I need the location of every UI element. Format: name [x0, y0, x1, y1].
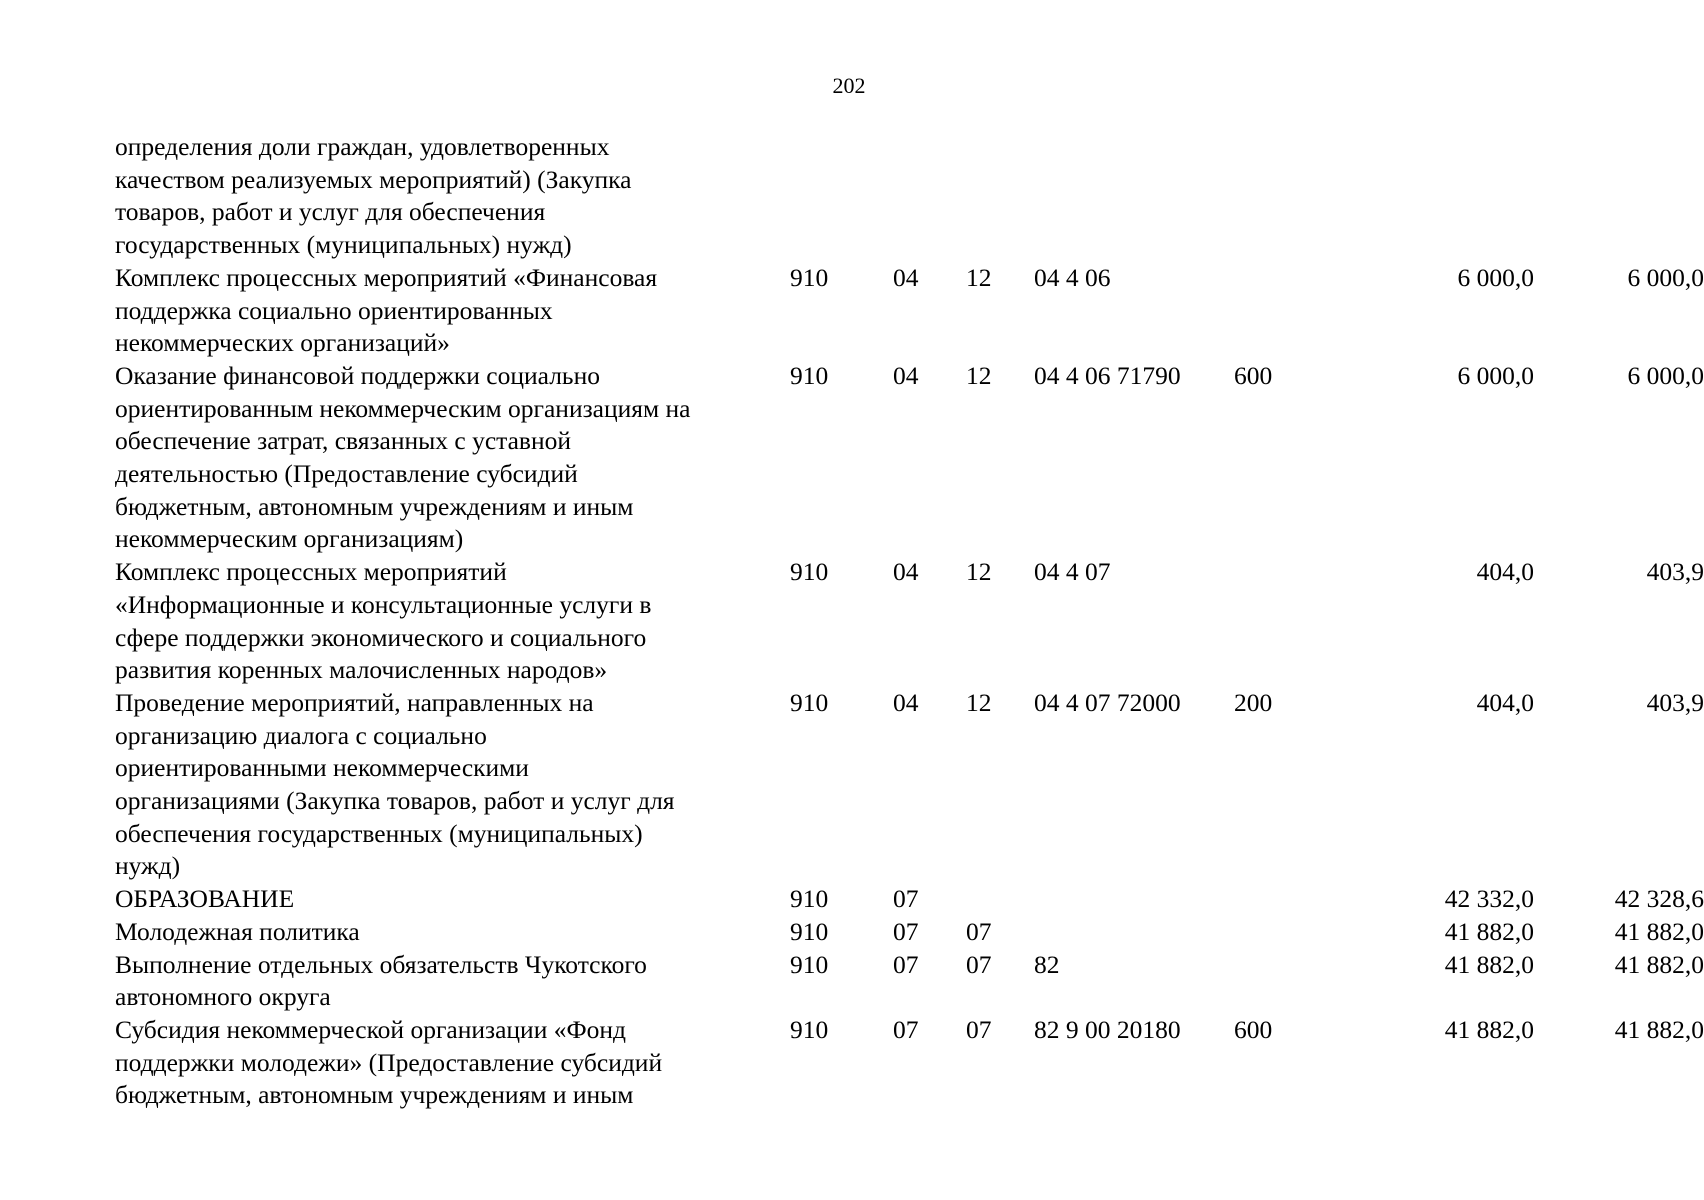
ministry-code: 910 [790, 949, 829, 979]
subsection-code: 12 [966, 687, 992, 717]
actual-amount: 403,9 [1646, 687, 1704, 717]
budget-table [115, 131, 1704, 1112]
actual-amount: 41 882,0 [1614, 949, 1704, 979]
section-code: 07 [893, 949, 919, 979]
target-article [1034, 131, 1234, 262]
row-name: Оказание финансовой поддержки социально ориентированным некоммерческим организациям на обеспечение затрат, связанных с уставной деятельностью (Предоставление субсидий бюджетным, автономным учреждениям и иным некоммерческим организациям) [115, 360, 691, 554]
table-row [115, 949, 1704, 1014]
expense-type [1234, 262, 1334, 360]
expense-type [1234, 916, 1334, 949]
section-code: 07 [893, 916, 919, 946]
table-row [115, 883, 1704, 916]
subsection-code: 07 [966, 949, 992, 979]
expense-type: 200 [1234, 687, 1273, 717]
plan-amount: 41 882,0 [1444, 949, 1534, 979]
target-article: 82 [1034, 949, 1060, 979]
ministry-code: 910 [790, 1014, 829, 1044]
subsection-code: 07 [966, 1014, 992, 1044]
expense-type [1234, 949, 1334, 1014]
subsection-code: 12 [966, 262, 992, 292]
actual-amount [1534, 131, 1704, 262]
section-code: 04 [893, 360, 919, 390]
page-number: 202 [832, 73, 866, 98]
section-code [893, 131, 966, 262]
actual-amount: 6 000,0 [1627, 262, 1704, 292]
row-name: Комплекс процессных мероприятий «Информационные и консультационные услуги в сфере поддержки экономического и социального развития коренных малочисленных народов» [115, 557, 652, 685]
table-row [115, 1014, 1704, 1112]
plan-amount: 404,0 [1476, 557, 1534, 587]
expense-type [1234, 883, 1334, 916]
plan-amount: 6 000,0 [1457, 262, 1534, 292]
expense-type: 600 [1234, 360, 1273, 390]
row-name: определения доли граждан, удовлетворенных качеством реализуемых мероприятий) (Закупка товаров, работ и услуг для обеспечения государственных (муниципальных) нужд) [115, 132, 632, 260]
subsection-code: 12 [966, 557, 992, 587]
plan-amount: 41 882,0 [1444, 1014, 1534, 1044]
ministry-code: 910 [790, 360, 829, 390]
target-article: 82 9 00 20180 [1034, 1014, 1181, 1044]
section-code: 04 [893, 262, 919, 292]
section-code: 07 [893, 1014, 919, 1044]
subsection-code [966, 883, 1034, 916]
table-row [115, 360, 1704, 556]
table-row [115, 916, 1704, 949]
section-code: 07 [893, 884, 919, 914]
target-article: 04 4 07 72000 [1034, 687, 1181, 717]
section-code: 04 [893, 687, 919, 717]
plan-amount: 404,0 [1476, 687, 1534, 717]
target-article: 04 4 06 71790 [1034, 360, 1181, 390]
subsection-code: 12 [966, 360, 992, 390]
row-name: Проведение мероприятий, направленных на организацию диалога с социально ориентированными некоммерческими организациями (Закупка товаров, работ и услуг для обеспечения государственных (муниципальных) нужд) [115, 687, 675, 881]
actual-amount: 41 882,0 [1614, 1014, 1704, 1044]
table-row [115, 556, 1704, 687]
actual-amount: 6 000,0 [1627, 360, 1704, 390]
expense-type: 600 [1234, 1014, 1273, 1044]
table-row [115, 131, 1675, 262]
row-name: ОБРАЗОВАНИЕ [115, 884, 295, 914]
ministry-code: 910 [790, 262, 829, 292]
target-article [1034, 916, 1234, 949]
actual-amount: 42 328,6 [1614, 884, 1704, 914]
table-row [115, 687, 1704, 883]
plan-amount: 6 000,0 [1457, 360, 1534, 390]
section-code: 04 [893, 557, 919, 587]
actual-amount: 41 882,0 [1614, 916, 1704, 946]
ministry-code: 910 [790, 884, 829, 914]
ministry-code [790, 131, 893, 262]
expense-type [1234, 131, 1334, 262]
plan-amount: 41 882,0 [1444, 916, 1534, 946]
target-article: 04 4 07 [1034, 557, 1111, 587]
target-article: 04 4 06 [1034, 262, 1111, 292]
plan-amount: 42 332,0 [1444, 884, 1534, 914]
subsection-code [966, 131, 1034, 262]
expense-type [1234, 556, 1334, 687]
table-row [115, 262, 1704, 360]
ministry-code: 910 [790, 687, 829, 717]
subsection-code: 07 [966, 916, 992, 946]
actual-amount: 403,9 [1646, 557, 1704, 587]
row-name: Субсидия некоммерческой организации «Фонд поддержки молодежи» (Предоставление субсидий бюджетным, автономным учреждениям и иным [115, 1014, 663, 1110]
ministry-code: 910 [790, 557, 829, 587]
target-article [1034, 883, 1234, 916]
row-name: Комплекс процессных мероприятий «Финансовая поддержка социально ориентированных некоммерческих организаций» [115, 262, 658, 358]
row-name: Выполнение отдельных обязательств Чукотского автономного округа [115, 949, 647, 1012]
row-name: Молодежная политика [115, 916, 360, 946]
ministry-code: 910 [790, 916, 829, 946]
plan-amount [1334, 131, 1534, 262]
